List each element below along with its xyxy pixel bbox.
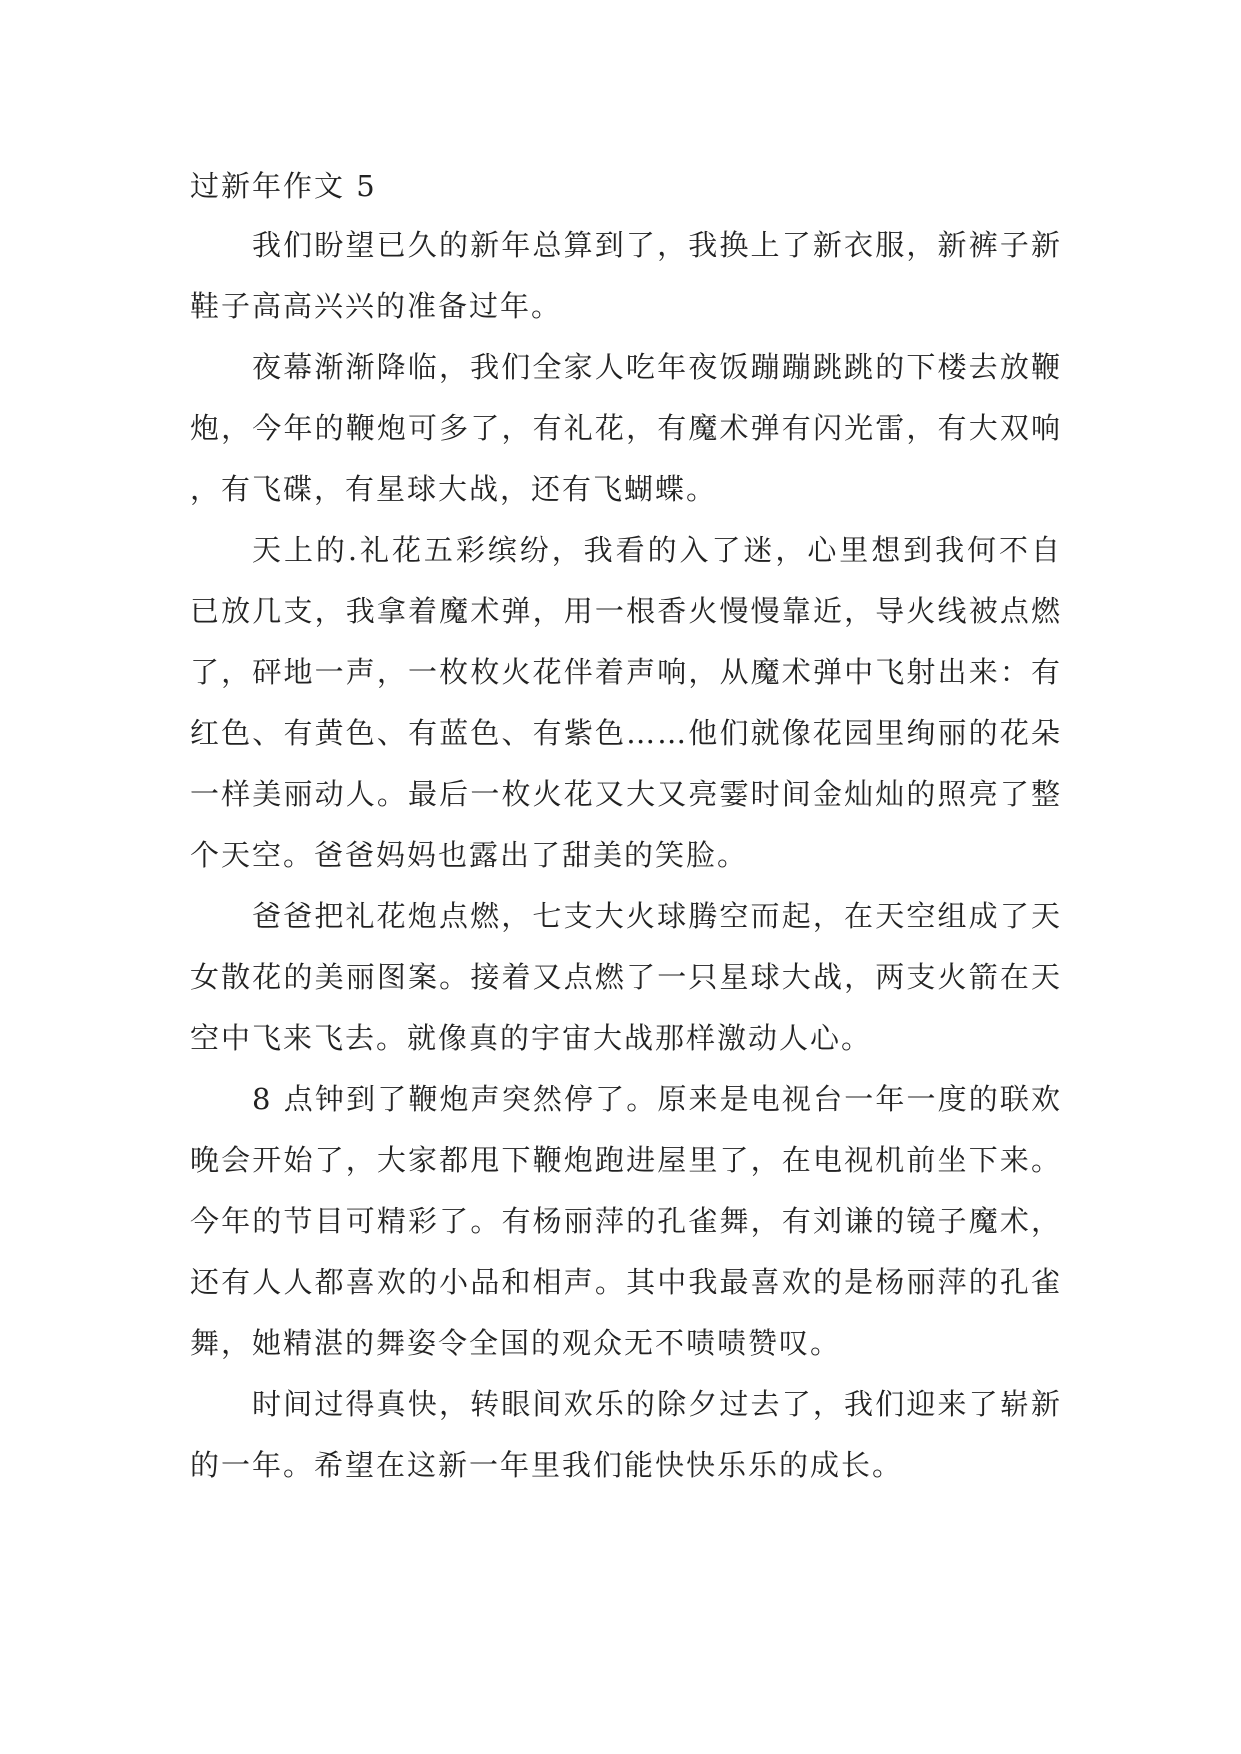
essay-paragraph-6: 时间过得真快，转眼间欢乐的除夕过去了，我们迎来了崭新的一年。希望在这新一年里我们能快快乐乐的成长。 bbox=[190, 1387, 1062, 1482]
essay-paragraph-5: 8 点钟到了鞭炮声突然停了。原来是电视台一年一度的联欢晚会开始了，大家都甩下鞭炮跑进屋里了，在电视机前坐下来。今年的节目可精彩了。有杨丽萍的孔雀舞，有刘谦的镜子魔术，还有人人都喜欢的小品和相声。其中我最喜欢的是杨丽萍的孔雀舞，她精湛的舞姿令全国的观众无不啧啧赞叹。 bbox=[190, 1082, 1062, 1360]
essay-paragraph-1: 我们盼望已久的新年总算到了，我换上了新衣服，新裤子新鞋子高高兴兴的准备过年。 bbox=[190, 228, 1062, 323]
essay-title: 过新年作文 5 bbox=[190, 169, 377, 203]
essay-paragraph-4: 爸爸把礼花炮点燃，七支大火球腾空而起，在天空组成了天女散花的美丽图案。接着又点燃了一只星球大战，两支火箭在天空中飞来飞去。就像真的宇宙大战那样激动人心。 bbox=[190, 899, 1062, 1055]
essay-paragraph-3: 天上的.礼花五彩缤纷，我看的入了迷，心里想到我何不自已放几支，我拿着魔术弹，用一根香火慢慢靠近，导火线被点燃了，砰地一声，一枚枚火花伴着声响，从魔术弹中飞射出来：有红色、有黄色、有蓝色、有紫色……他们就像花园里绚丽的花朵一样美丽动人。最后一枚火花又大又亮霎时间金灿灿的照亮了整个天空。爸爸妈妈也露出了甜美的笑脸。 bbox=[190, 533, 1062, 872]
essay-paragraph-2: 夜幕渐渐降临，我们全家人吃年夜饭蹦蹦跳跳的下楼去放鞭炮，今年的鞭炮可多了，有礼花，有魔术弹有闪光雷，有大双响，有飞碟，有星球大战，还有飞蝴蝶。 bbox=[190, 350, 1062, 506]
essay-body bbox=[190, 158, 1062, 1496]
